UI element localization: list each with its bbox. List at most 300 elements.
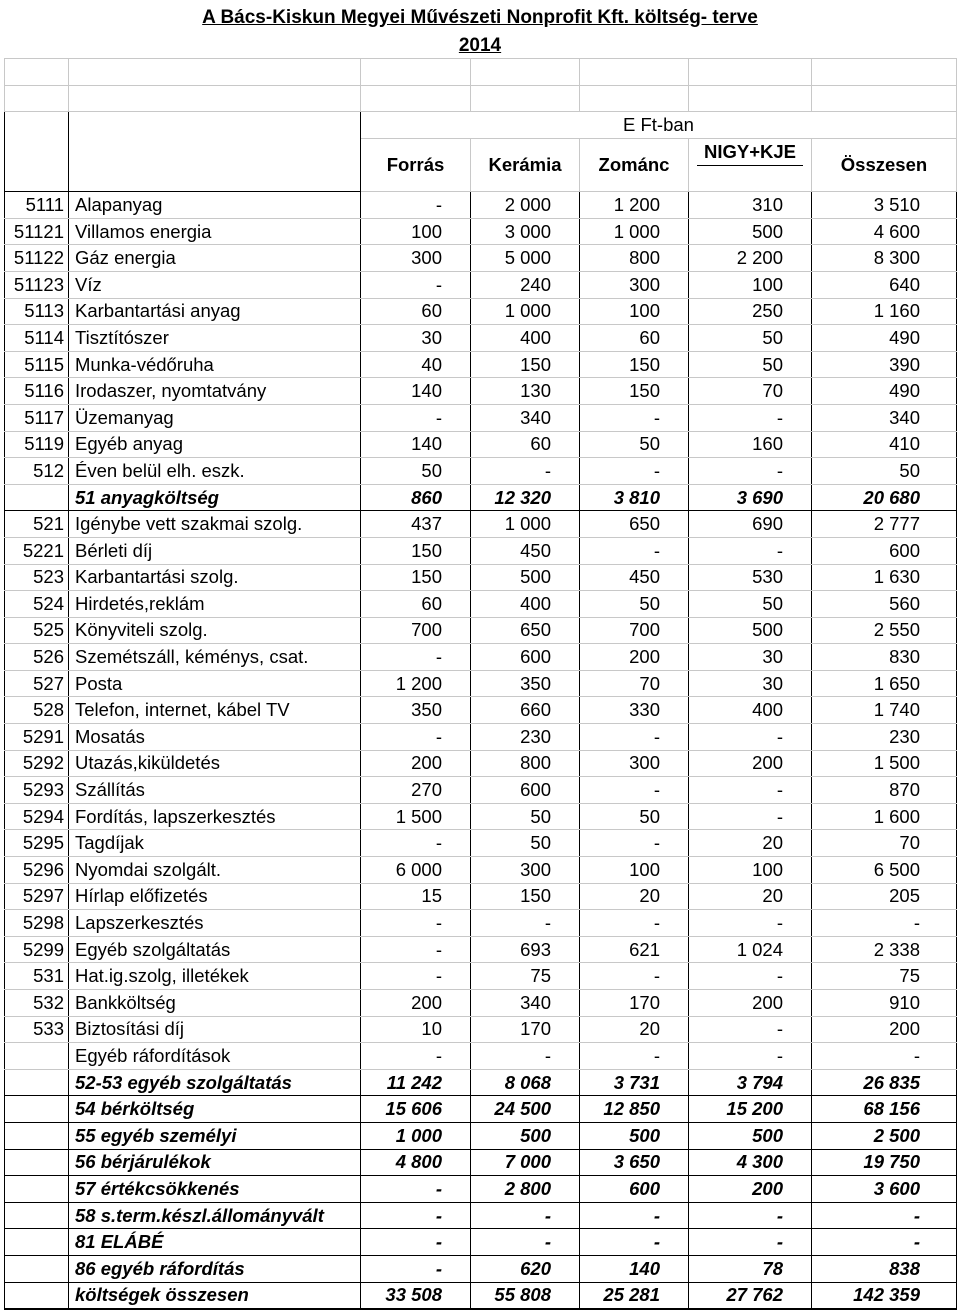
account-code: 51123	[5, 271, 69, 298]
value-cell: 3 600	[812, 1176, 957, 1203]
value-cell: 100	[689, 857, 812, 884]
value-cell: 100	[580, 298, 689, 325]
value-cell: -	[812, 1202, 957, 1229]
value-cell: 1 740	[812, 697, 957, 724]
row-label: Éven belül elh. eszk.	[69, 458, 361, 485]
value-cell: -	[361, 910, 471, 937]
value-cell: 690	[689, 511, 812, 538]
value-cell: -	[580, 724, 689, 751]
row-label: Telefon, internet, kábel TV	[69, 697, 361, 724]
value-cell: -	[580, 777, 689, 804]
row-label: 58 s.term.készl.állományvált	[69, 1202, 361, 1229]
value-cell: 150	[580, 378, 689, 405]
row-label: Tisztítószer	[69, 325, 361, 352]
value-cell: 500	[689, 1122, 812, 1149]
value-cell: -	[812, 1043, 957, 1070]
value-cell: 8 068	[471, 1069, 580, 1096]
value-cell: 100	[580, 857, 689, 884]
table-row	[5, 883, 957, 910]
value-cell: 560	[812, 591, 957, 618]
value-cell: 8 300	[812, 245, 957, 272]
sheet-year: 2014	[458, 35, 502, 56]
value-cell: 1 500	[812, 750, 957, 777]
table-row	[5, 990, 957, 1017]
value-cell: 450	[471, 537, 580, 564]
value-cell: 1 630	[812, 564, 957, 591]
row-label: Villamos energia	[69, 218, 361, 245]
value-cell: -	[361, 271, 471, 298]
table-row	[5, 830, 957, 857]
account-code: 5111	[5, 192, 69, 219]
account-code: 524	[5, 591, 69, 618]
account-code: 5119	[5, 431, 69, 458]
value-cell: 2 800	[471, 1176, 580, 1203]
value-cell: 78	[689, 1255, 812, 1282]
value-cell: -	[812, 910, 957, 937]
value-cell: 15	[361, 883, 471, 910]
value-cell: -	[361, 1202, 471, 1229]
account-code: 526	[5, 644, 69, 671]
value-cell: 20 680	[812, 484, 957, 511]
row-label: 51 anyagköltség	[69, 484, 361, 511]
sheet-title: A Bács-Kiskun Megyei Művészeti Nonprofit Kft. költség- terve	[202, 7, 758, 28]
value-cell: 33 508	[361, 1282, 471, 1309]
value-cell: 60	[580, 325, 689, 352]
value-cell: 1 000	[361, 1122, 471, 1149]
value-cell: -	[471, 910, 580, 937]
table-row	[5, 617, 957, 644]
value-cell: 150	[580, 351, 689, 378]
value-cell: 60	[471, 431, 580, 458]
row-label: Alapanyag	[69, 192, 361, 219]
value-cell: 2 200	[689, 245, 812, 272]
table-row	[5, 1043, 957, 1070]
table-row	[5, 1149, 957, 1176]
value-cell: 75	[471, 963, 580, 990]
table-row	[5, 351, 957, 378]
value-cell: 1 650	[812, 670, 957, 697]
table-row	[5, 591, 957, 618]
value-cell: 10	[361, 1016, 471, 1043]
value-cell: -	[812, 1229, 957, 1256]
row-label: 81 ELÁBÉ	[69, 1229, 361, 1256]
value-cell: 700	[361, 617, 471, 644]
unit-row	[5, 112, 957, 139]
value-cell: 30	[689, 644, 812, 671]
table-row	[5, 1229, 957, 1256]
value-cell: 50	[361, 458, 471, 485]
account-code	[5, 1176, 69, 1203]
value-cell: 50	[580, 591, 689, 618]
value-cell: 640	[812, 271, 957, 298]
value-cell: 70	[689, 378, 812, 405]
row-label: Víz	[69, 271, 361, 298]
value-cell: 50	[689, 591, 812, 618]
table-row	[5, 857, 957, 884]
value-cell: -	[580, 830, 689, 857]
value-cell: -	[689, 537, 812, 564]
value-cell: -	[361, 1043, 471, 1070]
cost-plan-table	[4, 58, 957, 1310]
value-cell: 390	[812, 351, 957, 378]
value-cell: 693	[471, 936, 580, 963]
table-row	[5, 511, 957, 538]
value-cell: 4 800	[361, 1149, 471, 1176]
value-cell: 450	[580, 564, 689, 591]
value-cell: -	[689, 910, 812, 937]
value-cell: 910	[812, 990, 957, 1017]
account-code	[5, 1069, 69, 1096]
value-cell: 15 606	[361, 1096, 471, 1123]
value-cell: 6 500	[812, 857, 957, 884]
value-cell: 150	[361, 537, 471, 564]
value-cell: 410	[812, 431, 957, 458]
row-label: Hírlap előfizetés	[69, 883, 361, 910]
table-row	[5, 458, 957, 485]
value-cell: 1 000	[471, 511, 580, 538]
account-code	[5, 1229, 69, 1256]
value-cell: 50	[689, 325, 812, 352]
value-cell: 350	[471, 670, 580, 697]
account-code: 512	[5, 458, 69, 485]
table-row	[5, 1176, 957, 1203]
row-label: 54 bérköltség	[69, 1096, 361, 1123]
account-code	[5, 484, 69, 511]
table-row	[5, 1282, 957, 1309]
account-code	[5, 1122, 69, 1149]
value-cell: 1 200	[361, 670, 471, 697]
account-code: 5296	[5, 857, 69, 884]
row-label: Egyéb anyag	[69, 431, 361, 458]
value-cell: -	[361, 1176, 471, 1203]
value-cell: 600	[471, 777, 580, 804]
table-row	[5, 245, 957, 272]
value-cell: -	[580, 910, 689, 937]
value-cell: 130	[471, 378, 580, 405]
value-cell: -	[689, 777, 812, 804]
value-cell: 830	[812, 644, 957, 671]
row-label: Könyviteli szolg.	[69, 617, 361, 644]
value-cell: -	[689, 1202, 812, 1229]
account-code: 531	[5, 963, 69, 990]
value-cell: 150	[471, 883, 580, 910]
value-cell: 3 690	[689, 484, 812, 511]
col-header-osszesen: Összesen	[812, 139, 957, 192]
value-cell: -	[580, 963, 689, 990]
account-code: 5298	[5, 910, 69, 937]
value-cell: 60	[361, 298, 471, 325]
value-cell: -	[689, 1229, 812, 1256]
value-cell: 300	[471, 857, 580, 884]
value-cell: 25 281	[580, 1282, 689, 1309]
value-cell: 200	[689, 1176, 812, 1203]
value-cell: 200	[689, 990, 812, 1017]
account-code: 523	[5, 564, 69, 591]
account-code: 533	[5, 1016, 69, 1043]
row-label: Igénybe vett szakmai szolg.	[69, 511, 361, 538]
col-header-zomanc: Zománc	[580, 139, 689, 192]
value-cell: -	[361, 644, 471, 671]
value-cell: 15 200	[689, 1096, 812, 1123]
value-cell: 55 808	[471, 1282, 580, 1309]
row-label: 86 egyéb ráfordítás	[69, 1255, 361, 1282]
row-label: Mosatás	[69, 724, 361, 751]
table-row	[5, 963, 957, 990]
value-cell: 20	[580, 883, 689, 910]
value-cell: 142 359	[812, 1282, 957, 1309]
value-cell: -	[471, 458, 580, 485]
account-code: 5117	[5, 404, 69, 431]
account-code: 5221	[5, 537, 69, 564]
table-row	[5, 1122, 957, 1149]
value-cell: 12 850	[580, 1096, 689, 1123]
row-label: Irodaszer, nyomtatvány	[69, 378, 361, 405]
row-label: 57 értékcsökkenés	[69, 1176, 361, 1203]
value-cell: 270	[361, 777, 471, 804]
value-cell: 1 024	[689, 936, 812, 963]
table-row	[5, 1202, 957, 1229]
value-cell: 800	[471, 750, 580, 777]
account-code: 5293	[5, 777, 69, 804]
value-cell: 2 000	[471, 192, 580, 219]
value-cell: 6 000	[361, 857, 471, 884]
table-row	[5, 670, 957, 697]
value-cell: 2 338	[812, 936, 957, 963]
value-cell: -	[361, 724, 471, 751]
value-cell: 205	[812, 883, 957, 910]
value-cell: 340	[471, 990, 580, 1017]
value-cell: 350	[361, 697, 471, 724]
col-header-keramia: Kerámia	[471, 139, 580, 192]
value-cell: 100	[361, 218, 471, 245]
row-label: Utazás,kiküldetés	[69, 750, 361, 777]
account-code	[5, 1202, 69, 1229]
table-row	[5, 271, 957, 298]
value-cell: 3 731	[580, 1069, 689, 1096]
value-cell: -	[471, 1229, 580, 1256]
value-cell: 1 500	[361, 803, 471, 830]
value-cell: 2 550	[812, 617, 957, 644]
value-cell: 300	[361, 245, 471, 272]
value-cell: 1 200	[580, 192, 689, 219]
table-row	[5, 564, 957, 591]
value-cell: 3 810	[580, 484, 689, 511]
value-cell: 50	[471, 803, 580, 830]
col-header-forras: Forrás	[361, 139, 471, 192]
row-label: Fordítás, lapszerkesztés	[69, 803, 361, 830]
value-cell: 140	[361, 378, 471, 405]
account-code: 521	[5, 511, 69, 538]
row-label: Nyomdai szolgált.	[69, 857, 361, 884]
value-cell: 490	[812, 325, 957, 352]
row-label: Biztosítási díj	[69, 1016, 361, 1043]
value-cell: 170	[471, 1016, 580, 1043]
value-cell: 800	[580, 245, 689, 272]
table-row	[5, 1096, 957, 1123]
row-label: Bérleti díj	[69, 537, 361, 564]
value-cell: 3 794	[689, 1069, 812, 1096]
value-cell: 437	[361, 511, 471, 538]
value-cell: -	[471, 1043, 580, 1070]
value-cell: -	[580, 404, 689, 431]
value-cell: -	[361, 936, 471, 963]
value-cell: -	[580, 1202, 689, 1229]
account-code: 528	[5, 697, 69, 724]
value-cell: 600	[471, 644, 580, 671]
value-cell: 26 835	[812, 1069, 957, 1096]
account-code: 5299	[5, 936, 69, 963]
value-cell: -	[361, 192, 471, 219]
table-row	[5, 803, 957, 830]
value-cell: -	[361, 1229, 471, 1256]
value-cell: 240	[471, 271, 580, 298]
value-cell: 50	[580, 803, 689, 830]
row-label: Gáz energia	[69, 245, 361, 272]
table-row	[5, 910, 957, 937]
value-cell: 140	[580, 1255, 689, 1282]
value-cell: -	[689, 963, 812, 990]
value-cell: 60	[361, 591, 471, 618]
table-row	[5, 378, 957, 405]
col-header-nigy-kje: NIGY+KJE	[689, 139, 812, 192]
value-cell: 24 500	[471, 1096, 580, 1123]
row-label: Hat.ig.szolg, illetékek	[69, 963, 361, 990]
account-code: 525	[5, 617, 69, 644]
table-row	[5, 777, 957, 804]
value-cell: 400	[689, 697, 812, 724]
value-cell: 490	[812, 378, 957, 405]
value-cell: 620	[471, 1255, 580, 1282]
value-cell: 50	[471, 830, 580, 857]
value-cell: 30	[689, 670, 812, 697]
value-cell: -	[580, 1229, 689, 1256]
row-label: Posta	[69, 670, 361, 697]
table-row	[5, 537, 957, 564]
table-row	[5, 750, 957, 777]
value-cell: 300	[580, 271, 689, 298]
value-cell: 870	[812, 777, 957, 804]
value-cell: 19 750	[812, 1149, 957, 1176]
value-cell: 20	[689, 830, 812, 857]
account-code: 5116	[5, 378, 69, 405]
value-cell: 200	[689, 750, 812, 777]
account-code	[5, 1282, 69, 1309]
value-cell: 500	[471, 564, 580, 591]
value-cell: 150	[471, 351, 580, 378]
value-cell: -	[580, 537, 689, 564]
value-cell: 530	[689, 564, 812, 591]
table-row	[5, 192, 957, 219]
account-code	[5, 1096, 69, 1123]
value-cell: 50	[812, 458, 957, 485]
value-cell: 50	[580, 431, 689, 458]
table-row	[5, 936, 957, 963]
value-cell: 340	[812, 404, 957, 431]
value-cell: 700	[580, 617, 689, 644]
account-code: 527	[5, 670, 69, 697]
value-cell: 300	[580, 750, 689, 777]
value-cell: 1 000	[471, 298, 580, 325]
value-cell: 200	[361, 990, 471, 1017]
value-cell: 70	[580, 670, 689, 697]
value-cell: -	[689, 1016, 812, 1043]
row-label: Hirdetés,reklám	[69, 591, 361, 618]
table-row	[5, 431, 957, 458]
value-cell: 150	[361, 564, 471, 591]
value-cell: 3 000	[471, 218, 580, 245]
value-cell: 400	[471, 591, 580, 618]
value-cell: 230	[471, 724, 580, 751]
value-cell: 7 000	[471, 1149, 580, 1176]
row-label: Karbantartási anyag	[69, 298, 361, 325]
table-row	[5, 298, 957, 325]
value-cell: -	[689, 404, 812, 431]
value-cell: 5 000	[471, 245, 580, 272]
row-label: Munka-védőruha	[69, 351, 361, 378]
value-cell: 500	[689, 218, 812, 245]
row-label: Tagdíjak	[69, 830, 361, 857]
value-cell: 1 000	[580, 218, 689, 245]
account-code: 51121	[5, 218, 69, 245]
value-cell: 3 510	[812, 192, 957, 219]
table-row	[5, 218, 957, 245]
row-label: Karbantartási szolg.	[69, 564, 361, 591]
row-label: Egyéb ráfordítások	[69, 1043, 361, 1070]
row-label: Bankköltség	[69, 990, 361, 1017]
value-cell: 20	[689, 883, 812, 910]
table-row	[5, 697, 957, 724]
value-cell: 200	[812, 1016, 957, 1043]
value-cell: -	[580, 458, 689, 485]
account-code: 532	[5, 990, 69, 1017]
value-cell: 50	[689, 351, 812, 378]
value-cell: 400	[471, 325, 580, 352]
value-cell: 200	[580, 644, 689, 671]
row-label: Üzemanyag	[69, 404, 361, 431]
value-cell: 860	[361, 484, 471, 511]
value-cell: 27 762	[689, 1282, 812, 1309]
value-cell: 500	[471, 1122, 580, 1149]
value-cell: 170	[580, 990, 689, 1017]
account-code: 5114	[5, 325, 69, 352]
value-cell: -	[689, 803, 812, 830]
account-code: 5292	[5, 750, 69, 777]
account-code: 5113	[5, 298, 69, 325]
value-cell: -	[471, 1202, 580, 1229]
value-cell: -	[361, 963, 471, 990]
value-cell: 68 156	[812, 1096, 957, 1123]
account-code: 5115	[5, 351, 69, 378]
value-cell: 600	[580, 1176, 689, 1203]
value-cell: -	[580, 1043, 689, 1070]
value-cell: 310	[689, 192, 812, 219]
value-cell: 40	[361, 351, 471, 378]
value-cell: 340	[471, 404, 580, 431]
value-cell: -	[361, 830, 471, 857]
row-label: Szállítás	[69, 777, 361, 804]
value-cell: -	[361, 404, 471, 431]
value-cell: 3 650	[580, 1149, 689, 1176]
value-cell: 140	[361, 431, 471, 458]
value-cell: 250	[689, 298, 812, 325]
value-cell: 500	[689, 617, 812, 644]
value-cell: 660	[471, 697, 580, 724]
value-cell: 20	[580, 1016, 689, 1043]
value-cell: 12 320	[471, 484, 580, 511]
value-cell: 838	[812, 1255, 957, 1282]
table-row	[5, 1255, 957, 1282]
value-cell: -	[689, 458, 812, 485]
